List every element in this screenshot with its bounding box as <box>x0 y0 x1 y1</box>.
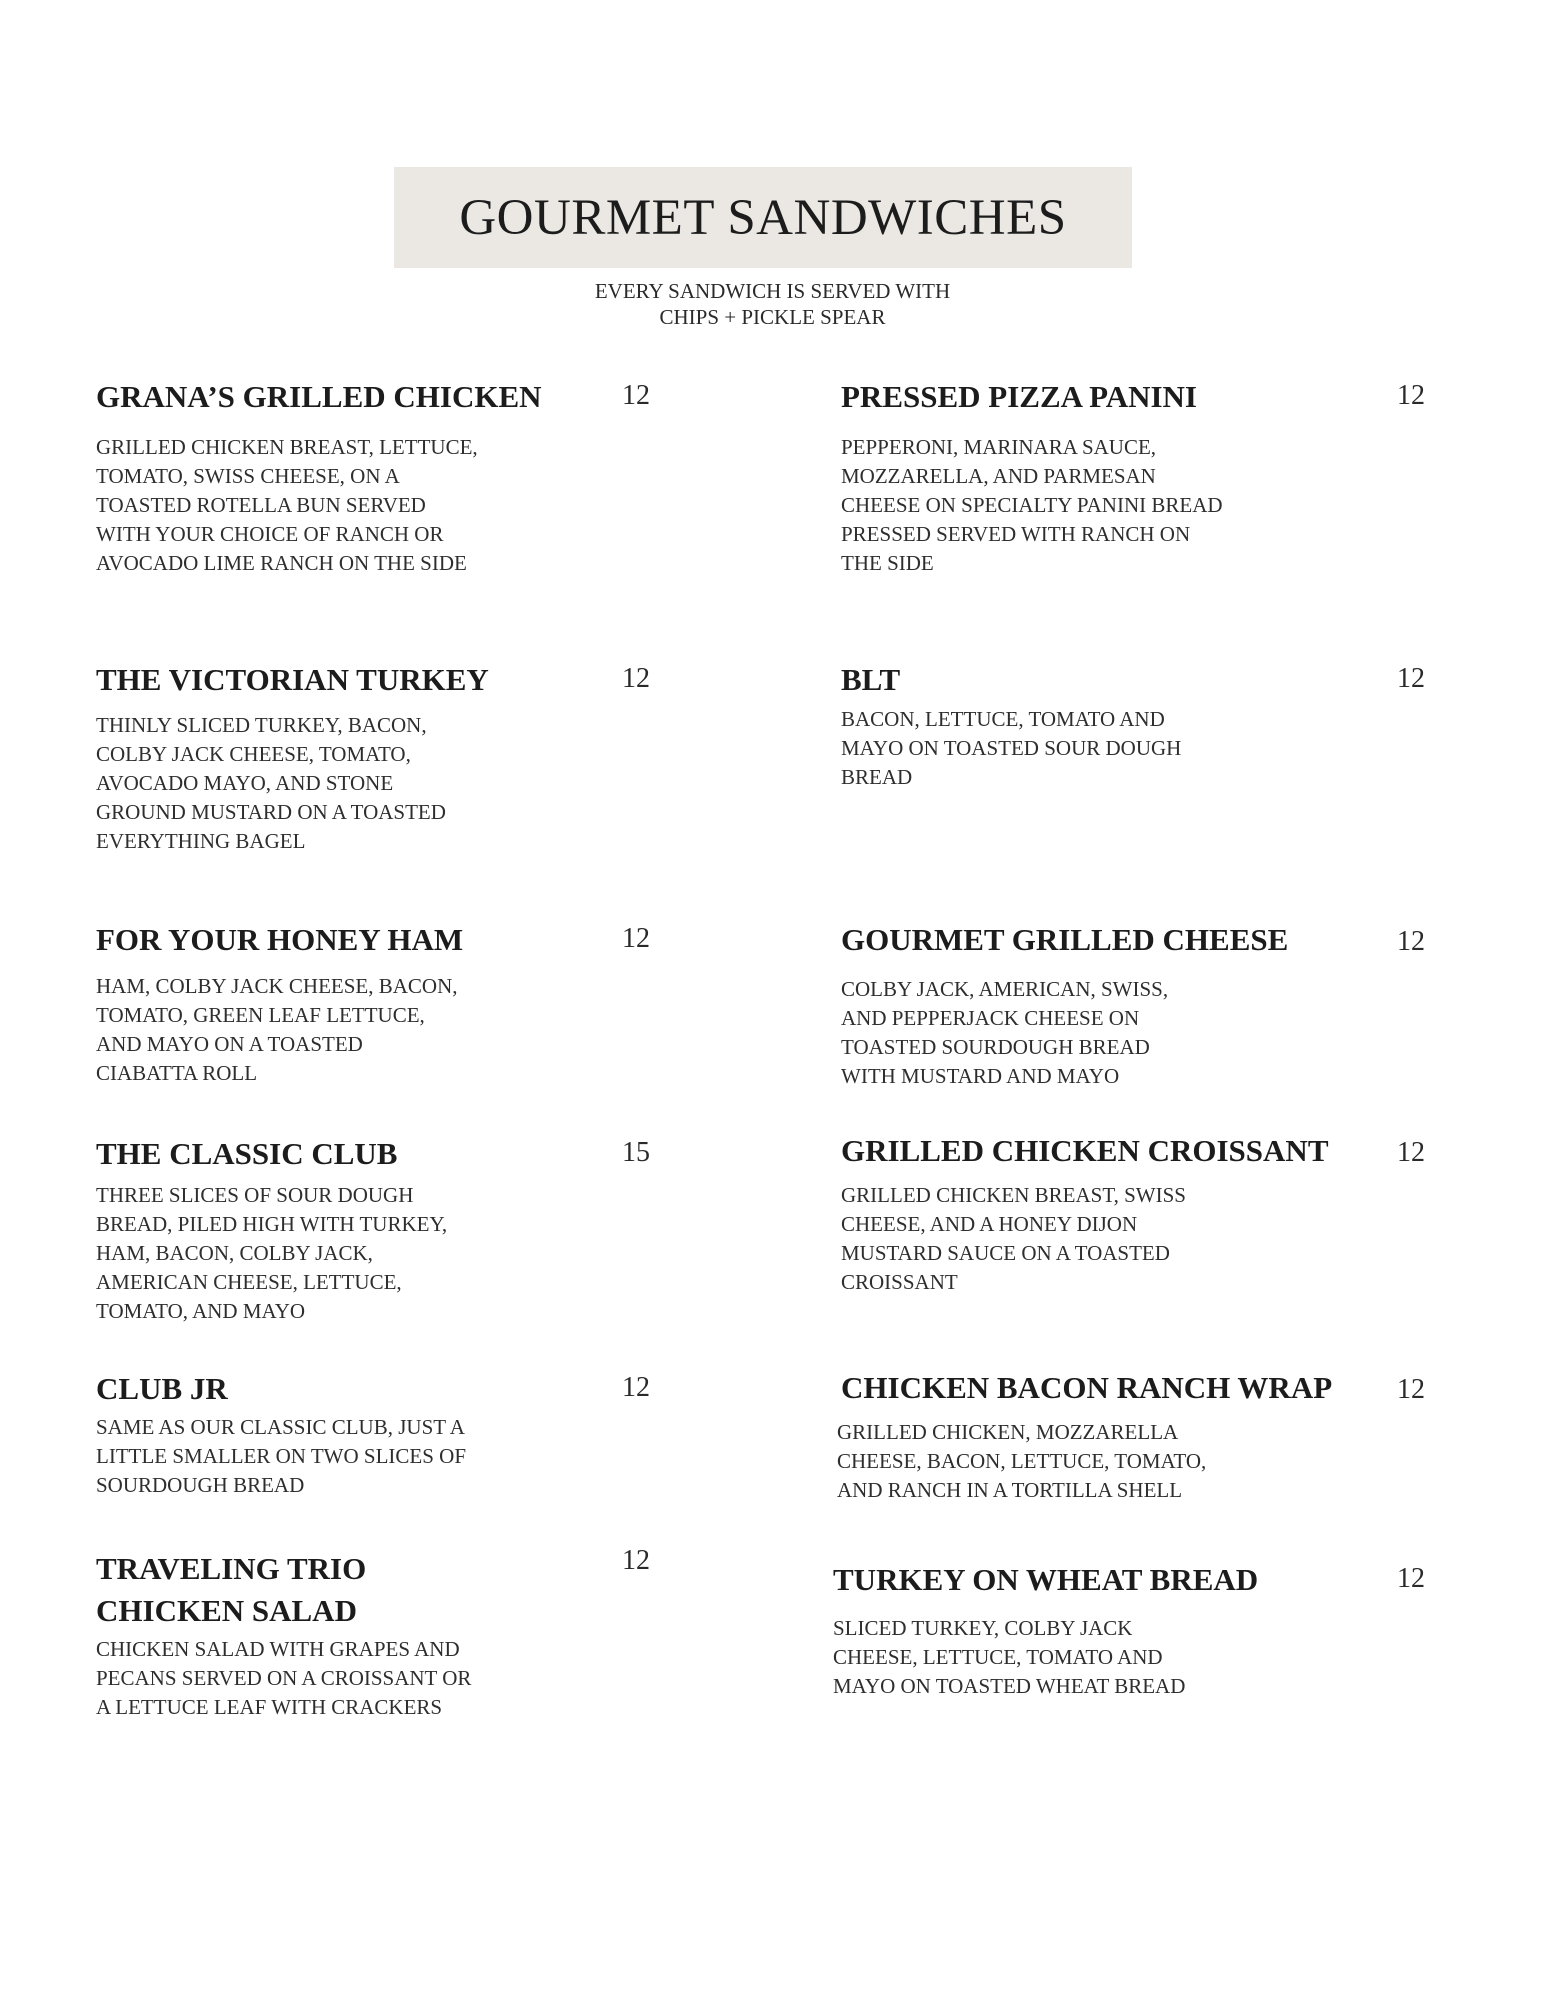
item-name-granas-grilled-chicken: GRANA’S GRILLED CHICKEN <box>96 379 542 414</box>
item-desc-grilled-chicken-croissant: GRILLED CHICKEN BREAST, SWISS CHEESE, AND A HONEY DIJON MUSTARD SAUCE ON A TOASTED CROISSANT <box>841 1183 1186 1294</box>
page-title: GOURMET SANDWICHES <box>459 189 1067 246</box>
item-name-grilled-chicken-croissant: GRILLED CHICKEN CROISSANT <box>841 1133 1329 1168</box>
item-desc-the-victorian-turkey: THINLY SLICED TURKEY, BACON, COLBY JACK CHEESE, TOMATO, AVOCADO MAYO, AND STONE GROUND MUSTARD ON A TOASTED EVERYTHING BAGEL <box>96 713 446 853</box>
title-banner <box>394 167 1132 268</box>
item-price-blt: 12 <box>1397 663 1425 694</box>
item-desc-chicken-bacon-ranch-wrap: GRILLED CHICKEN, MOZZARELLA CHEESE, BACON, LETTUCE, TOMATO, AND RANCH IN A TORTILLA SHELL <box>837 1420 1207 1502</box>
item-name-the-classic-club: THE CLASSIC CLUB <box>96 1136 398 1171</box>
item-name-gourmet-grilled-cheese: GOURMET GRILLED CHEESE <box>841 922 1289 957</box>
item-desc-blt: BACON, LETTUCE, TOMATO AND MAYO ON TOASTED SOUR DOUGH BREAD <box>841 707 1182 789</box>
item-price-grilled-chicken-croissant: 12 <box>1397 1137 1425 1168</box>
item-desc-gourmet-grilled-cheese: COLBY JACK, AMERICAN, SWISS, AND PEPPERJACK CHEESE ON TOASTED SOURDOUGH BREAD WITH MUSTARD AND MAYO <box>841 977 1169 1088</box>
item-name-turkey-on-wheat-bread: TURKEY ON WHEAT BREAD <box>833 1562 1259 1597</box>
item-price-turkey-on-wheat-bread: 12 <box>1397 1563 1425 1594</box>
item-desc-for-your-honey-ham: HAM, COLBY JACK CHEESE, BACON, TOMATO, GREEN LEAF LETTUCE, AND MAYO ON A TOASTED CIABATTA ROLL <box>96 974 458 1085</box>
item-price-the-classic-club: 15 <box>622 1137 650 1168</box>
item-name-chicken-bacon-ranch-wrap: CHICKEN BACON RANCH WRAP <box>841 1370 1333 1405</box>
item-name-club-jr: CLUB JR <box>96 1371 228 1406</box>
item-name-pressed-pizza-panini: PRESSED PIZZA PANINI <box>841 379 1198 414</box>
item-price-chicken-bacon-ranch-wrap: 12 <box>1397 1374 1425 1405</box>
item-name-the-victorian-turkey: THE VICTORIAN TURKEY <box>96 662 489 697</box>
item-desc-club-jr: SAME AS OUR CLASSIC CLUB, JUST A LITTLE SMALLER ON TWO SLICES OF SOURDOUGH BREAD <box>96 1415 467 1497</box>
item-price-granas-grilled-chicken: 12 <box>622 380 650 411</box>
item-price-traveling-trio-chicken-salad: 12 <box>622 1545 650 1576</box>
item-desc-the-classic-club: THREE SLICES OF SOUR DOUGH BREAD, PILED HIGH WITH TURKEY, HAM, BACON, COLBY JACK, AMERICAN CHEESE, LETTUCE, TOMATO, AND MAYO <box>96 1183 448 1323</box>
item-price-for-your-honey-ham: 12 <box>622 923 650 954</box>
item-name-traveling-trio-chicken-salad: TRAVELING TRIO CHICKEN SALAD <box>96 1551 367 1628</box>
item-price-gourmet-grilled-cheese: 12 <box>1397 926 1425 957</box>
item-desc-traveling-trio-chicken-salad: CHICKEN SALAD WITH GRAPES AND PECANS SERVED ON A CROISSANT OR A LETTUCE LEAF WITH CRACKERS <box>96 1637 472 1719</box>
subtitle-line-1: EVERY SANDWICH IS SERVED WITH <box>594 279 951 303</box>
subtitle-line-2: CHIPS + PICKLE SPEAR <box>659 305 886 329</box>
item-price-the-victorian-turkey: 12 <box>622 663 650 694</box>
item-price-pressed-pizza-panini: 12 <box>1397 380 1425 411</box>
item-desc-granas-grilled-chicken: GRILLED CHICKEN BREAST, LETTUCE, TOMATO, SWISS CHEESE, ON A TOASTED ROTELLA BUN SERVED WITH YOUR CHOICE OF RANCH OR AVOCADO LIME RANCH ON THE SIDE <box>96 435 478 575</box>
item-name-for-your-honey-ham: FOR YOUR HONEY HAM <box>96 922 464 957</box>
item-price-club-jr: 12 <box>622 1372 650 1403</box>
item-desc-pressed-pizza-panini: PEPPERONI, MARINARA SAUCE, MOZZARELLA, AND PARMESAN CHEESE ON SPECIALTY PANINI BREAD PRESSED SERVED WITH RANCH ON THE SIDE <box>841 435 1223 575</box>
item-name-blt: BLT <box>841 662 901 697</box>
item-desc-turkey-on-wheat-bread: SLICED TURKEY, COLBY JACK CHEESE, LETTUCE, TOMATO AND MAYO ON TOASTED WHEAT BREAD <box>833 1616 1186 1698</box>
